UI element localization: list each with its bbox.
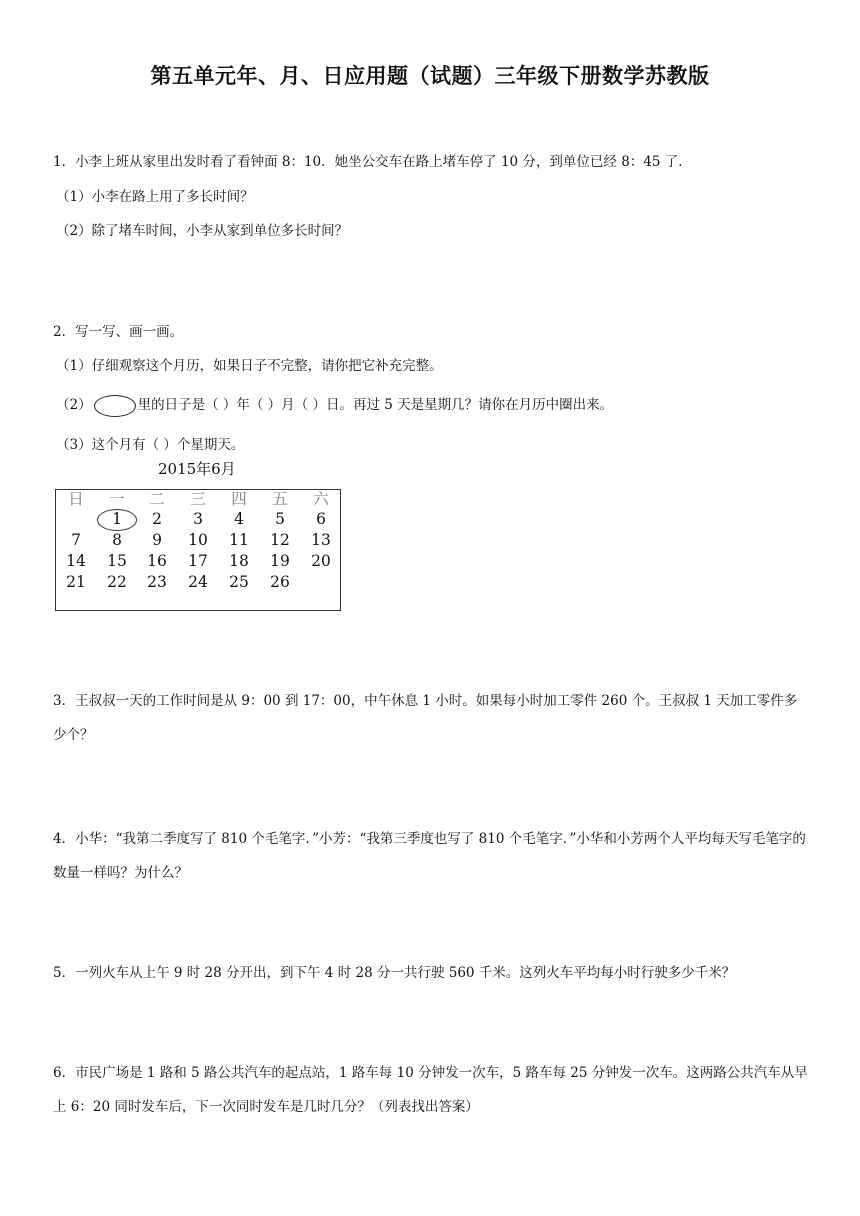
question-3: 3．王叔叔一天的工作时间是从 9：00 到 17：00，中午休息 1 小时。如果每小时加工零件 260 个。王叔叔 1 天加工零件多少个？ — [53, 693, 798, 743]
question-2-part-3: （3）这个月有（ ）个星期天。 — [56, 437, 245, 453]
calendar-day: 26 — [270, 573, 290, 591]
calendar-day: 9 — [152, 531, 162, 549]
question-5: 5．一列火车从上午 9 时 28 分开出，到下午 4 时 28 分一共行驶 560 千米。这列火车平均每小时行驶多少千米？ — [53, 965, 736, 981]
question-4: 4．小华：“我第二季度写了 810 个毛笔字．”小芳：“我第三季度也写了 810 个毛笔字．”小华和小芳两个人平均每天写毛笔字的数量一样吗？为什么？ — [53, 831, 806, 881]
calendar-day: 4 — [234, 510, 244, 528]
calendar-day: 10 — [188, 531, 208, 549]
calendar-day: 15 — [107, 552, 127, 570]
calendar-day: 7 — [71, 531, 81, 549]
calendar-day: 17 — [188, 552, 208, 570]
calendar-grid — [55, 489, 341, 611]
calendar-day: 13 — [311, 531, 331, 549]
question-1-part-1: （1）小李在路上用了多长时间？ — [56, 189, 254, 205]
calendar-weekday: 日 — [68, 490, 84, 508]
calendar-day: 6 — [316, 510, 326, 528]
question-1-part-2: （2）除了堵车时间，小李从家到单位多长时间？ — [56, 223, 349, 239]
calendar-weekday: 一 — [109, 490, 125, 508]
calendar-day: 18 — [229, 552, 249, 570]
document-title: 第五单元年、月、日应用题（试题）三年级下册数学苏教版 — [150, 64, 710, 88]
oval-marker-icon — [94, 395, 136, 417]
question-2-part-2-number: （2） — [56, 397, 92, 413]
question-2: 2．写一写、画一画。 — [53, 324, 184, 340]
calendar-day: 20 — [311, 552, 331, 570]
question-2-part-1: （1）仔细观察这个月历，如果日子不完整，请你把它补充完整。 — [56, 358, 443, 374]
question-1: 1．小李上班从家里出发时看了看钟面 8：10．她坐公交车在路上堵车停了 10 分，到单位已经 8：45 了． — [53, 154, 692, 170]
calendar-weekday: 五 — [272, 490, 288, 508]
question-6: 6．市民广场是 1 路和 5 路公共汽车的起点站，1 路车每 10 分钟发一次车，5 路车每 25 分钟发一次车。这两路公共汽车从早上 6：20 同时发车后，下一次同时发车是几时几分？（列表找出答案） — [53, 1065, 808, 1115]
calendar-day: 23 — [147, 573, 167, 591]
calendar-weekday: 二 — [149, 490, 165, 508]
calendar-day: 21 — [66, 573, 86, 591]
calendar-day: 24 — [188, 573, 208, 591]
calendar-day: 19 — [270, 552, 290, 570]
calendar-day: 3 — [193, 510, 203, 528]
calendar-day: 2 — [152, 510, 162, 528]
calendar-day: 12 — [270, 531, 290, 549]
calendar-day: 8 — [112, 531, 122, 549]
calendar-weekday: 四 — [231, 490, 247, 508]
calendar-day: 22 — [107, 573, 127, 591]
calendar-weekday: 六 — [313, 490, 329, 508]
calendar-day: 25 — [229, 573, 249, 591]
calendar-day: 11 — [229, 531, 249, 549]
question-2-part-2 — [56, 393, 613, 417]
circled-day-marker — [97, 509, 137, 531]
calendar-weekday: 三 — [190, 490, 206, 508]
calendar-day: 14 — [66, 552, 86, 570]
question-2-part-2-text: 里的日子是（ ）年（ ）月（ ）日。再过 5 天是星期几？请你在月历中圈出来。 — [137, 397, 614, 413]
calendar-day: 5 — [275, 510, 285, 528]
calendar-day: 1 — [112, 510, 122, 528]
calendar-day: 16 — [147, 552, 167, 570]
calendar-title: 2015年6月 — [158, 460, 236, 478]
